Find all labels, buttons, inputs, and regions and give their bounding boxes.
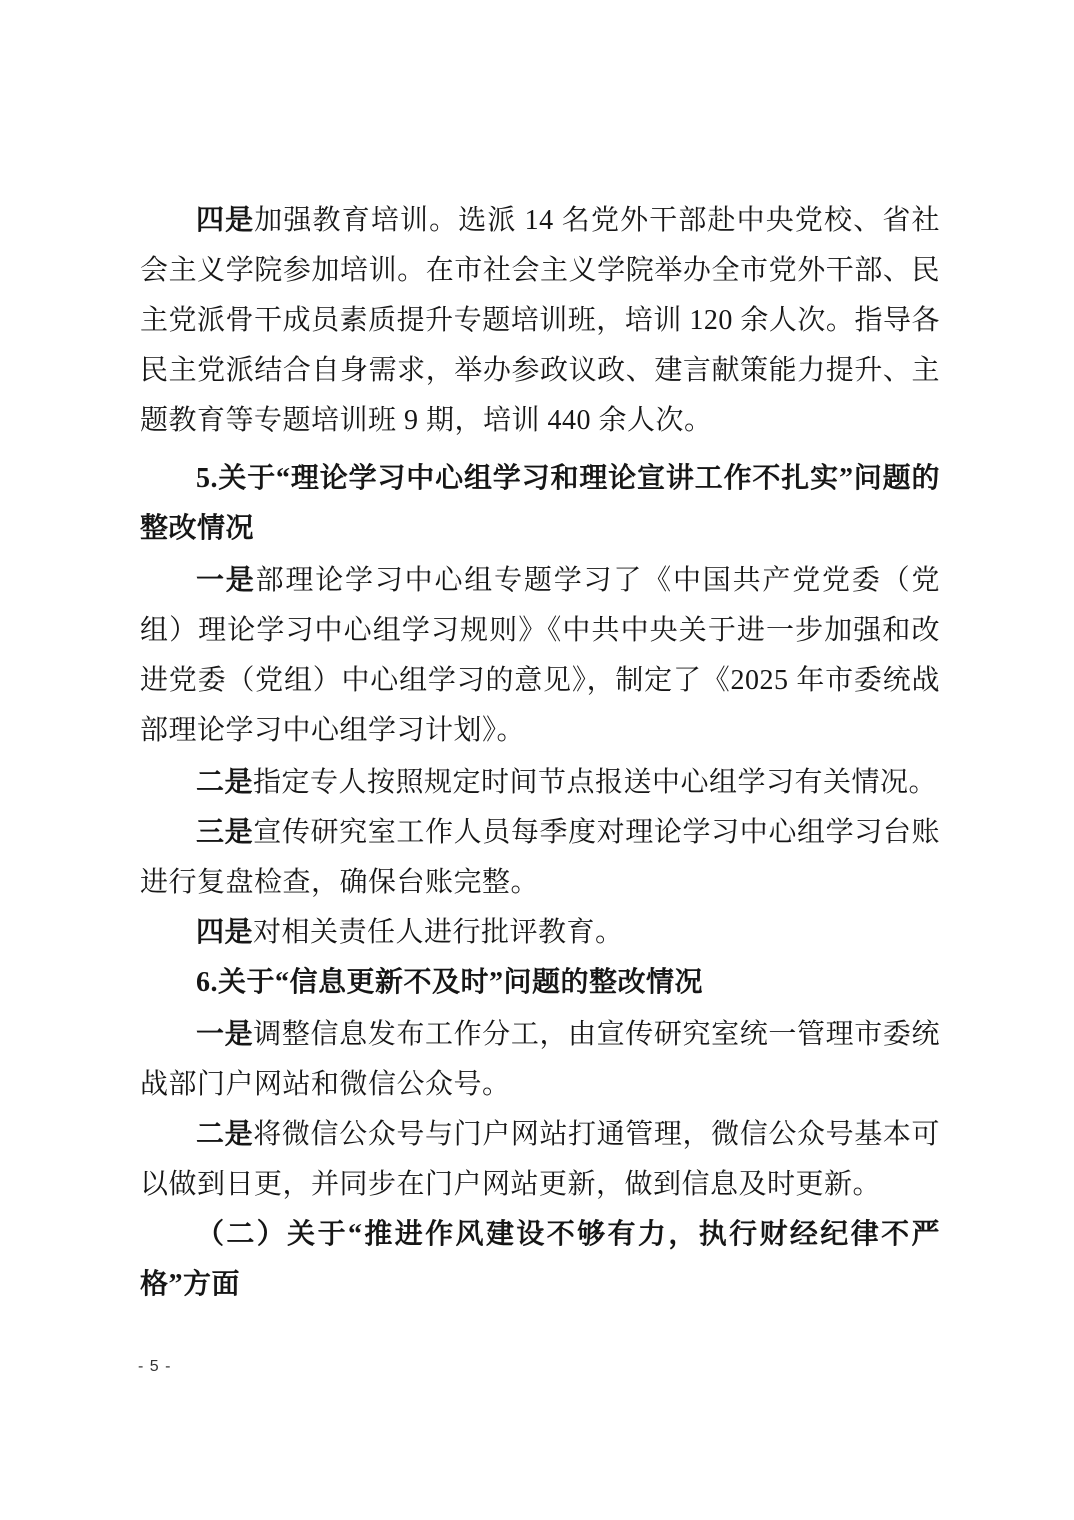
- paragraph-lead: 一是: [196, 1019, 254, 1050]
- paragraph-text: 对相关责任人进行批评教育。: [253, 917, 624, 948]
- body-paragraph: [140, 196, 940, 446]
- paragraph-text: 指定专人按照规定时间节点报送中心组学习有关情况。: [253, 767, 938, 798]
- paragraph-lead: 四是: [196, 917, 254, 948]
- document-body: [140, 196, 940, 1310]
- body-paragraph: [140, 556, 940, 756]
- body-paragraph: [140, 1110, 940, 1210]
- paragraph-lead: 四是: [196, 205, 255, 236]
- paragraph-text: 加强教育培训。选派 14 名党外干部赴中央党校、省社会主义学院参加培训。在市社会主义学院举办全市党外干部、民主党派骨干成员素质提升专题培训班，培训 120 余人次。指导各民主党派结合自身需求，举办参政议政、建言献策能力提升、主题教育等专题培训班 9 期，培训 440 余人次。: [140, 205, 940, 436]
- paragraph-text: 将微信公众号与门户网站打通管理，微信公众号基本可以做到日更，并同步在门户网站更新，做到信息及时更新。: [140, 1119, 940, 1200]
- section-heading-6: 6.关于“信息更新不及时”问题的整改情况: [196, 967, 704, 998]
- page-number: - 5 -: [138, 1358, 172, 1375]
- body-paragraph: [140, 908, 940, 958]
- section-heading-5: 5.关于“理论学习中心组学习和理论宣讲工作不扎实”问题的整改情况: [140, 463, 940, 544]
- paragraph-lead: 二是: [196, 767, 254, 798]
- paragraph-text: 部理论学习中心组专题学习了《中国共产党党委（党组）理论学习中心组学习规则》《中共中央关于进一步加强和改进党委（党组）中心组学习的意见》，制定了《2025 年市委统战部理论学习中心组学习计划》。: [140, 565, 940, 746]
- paragraph-text: 调整信息发布工作分工，由宣传研究室统一管理市委统战部门户网站和微信公众号。: [140, 1019, 940, 1100]
- paragraph-lead: 一是: [196, 565, 256, 596]
- paragraph-lead: 二是: [196, 1119, 254, 1150]
- body-paragraph: [140, 808, 940, 908]
- body-paragraph: [140, 1010, 940, 1110]
- paragraph-text: 宣传研究室工作人员每季度对理论学习中心组学习台账进行复盘检查，确保台账完整。: [140, 817, 940, 898]
- paragraph-lead: 三是: [196, 817, 254, 848]
- body-paragraph: [140, 758, 940, 808]
- subsection-heading-2: （二）关于“推进作风建设不够有力，执行财经纪律不严格”方面: [140, 1219, 940, 1300]
